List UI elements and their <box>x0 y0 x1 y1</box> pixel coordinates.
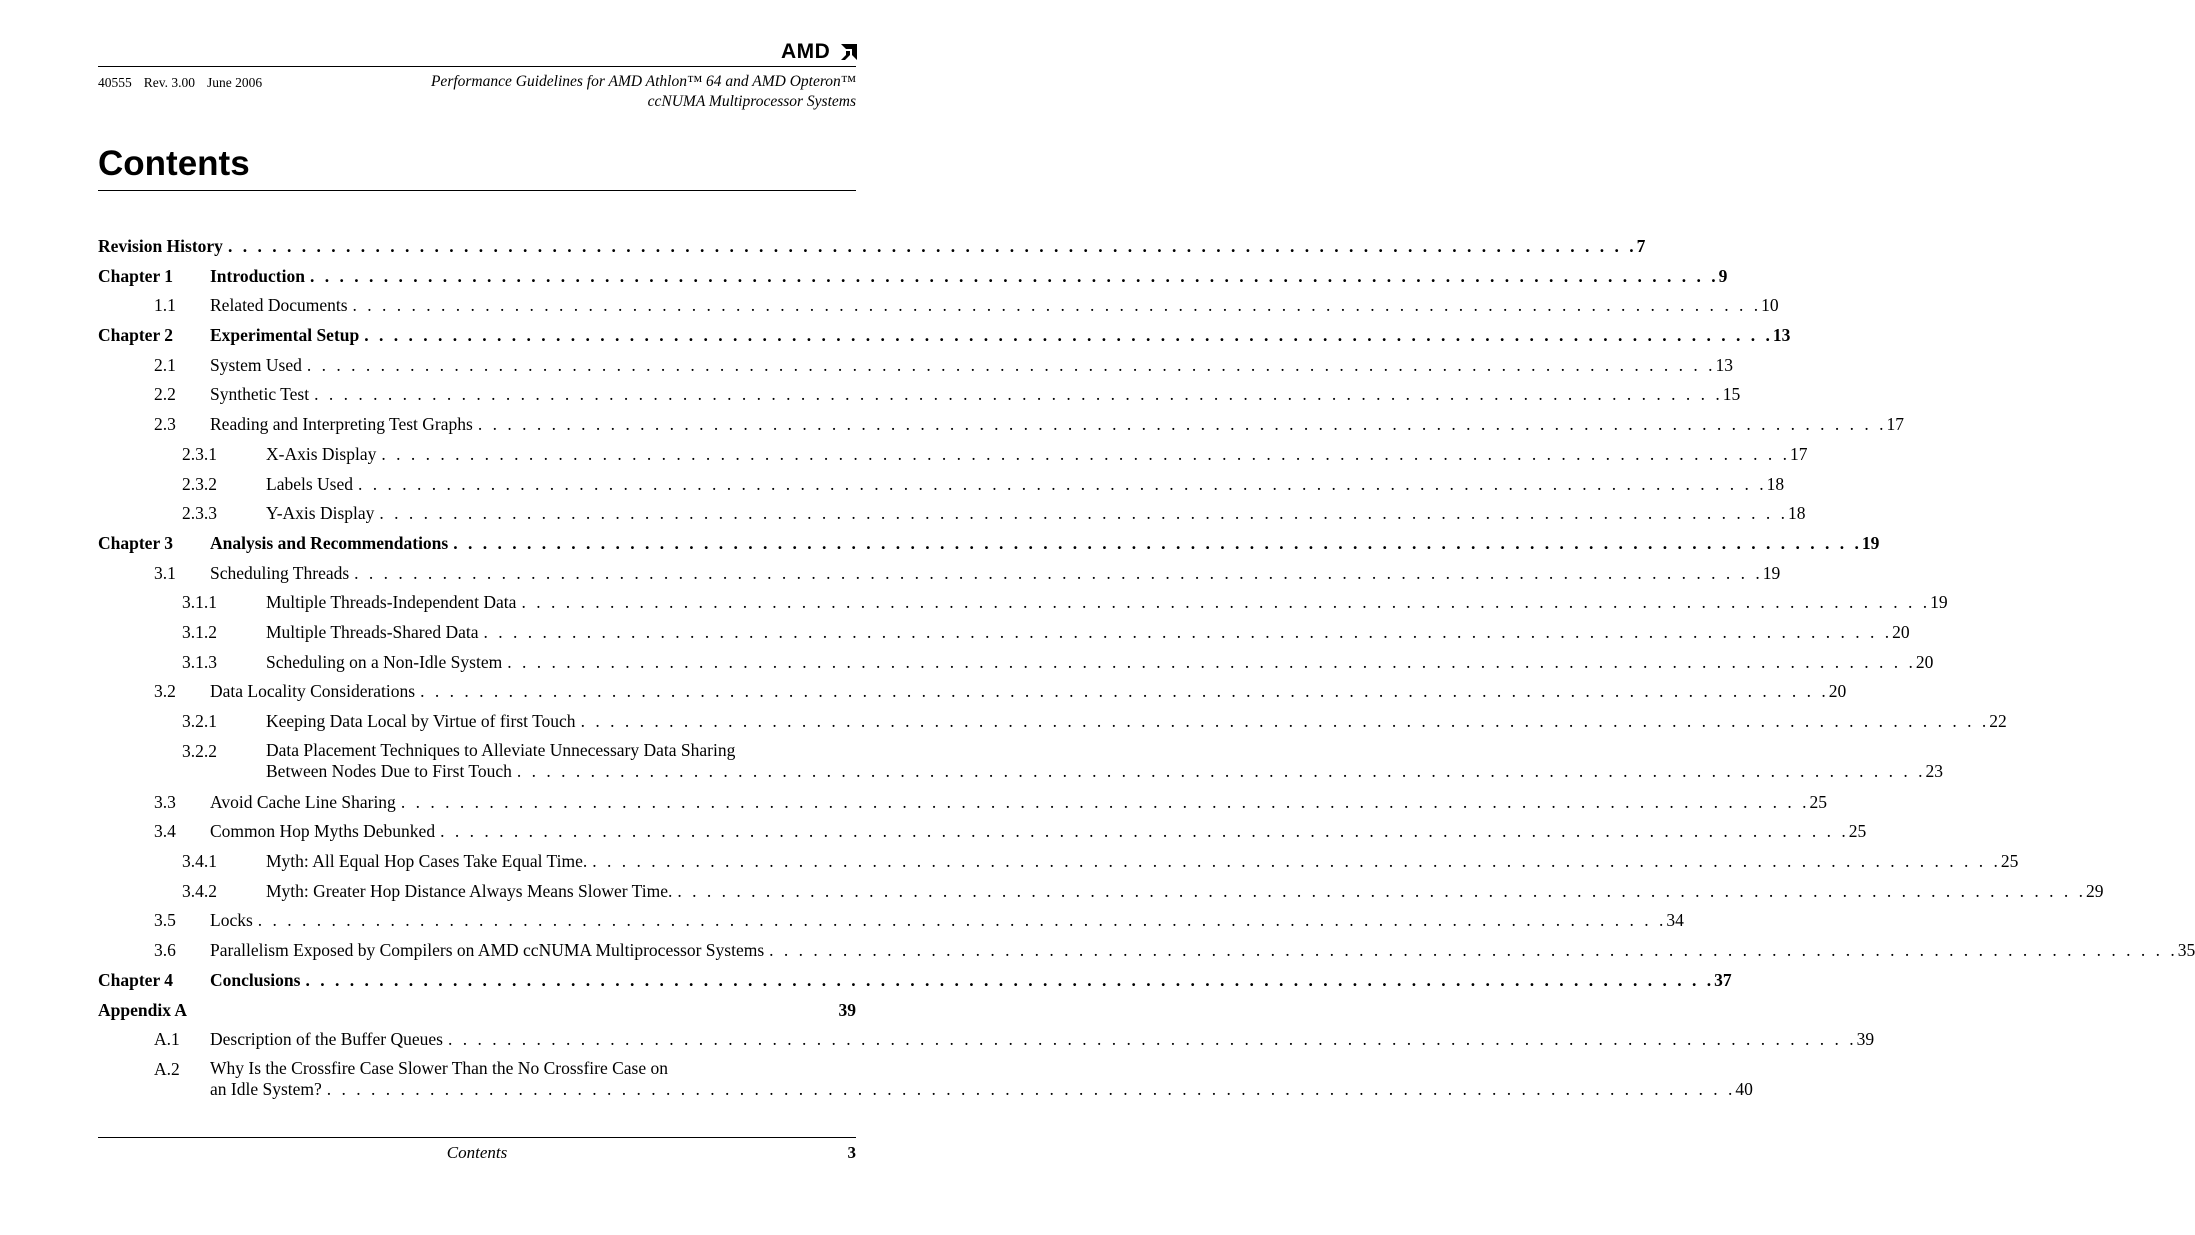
toc-page-number: 39 <box>1856 1029 1875 1050</box>
doc-date: June 2006 <box>207 75 263 90</box>
toc-entry-title: Revision History <box>98 236 223 256</box>
doc-identifier <box>98 74 274 92</box>
toc-entry-title-continued: Between Nodes Due to First Touch <box>266 760 512 781</box>
toc-entry-number: 3.1.2 <box>182 621 217 642</box>
toc-entry-title: Y-Axis Display <box>266 503 375 524</box>
toc-leader-dots: . . . . . . . . . . . . . . . . . . . . . . . . . . . . . . . . . . . . . . . . . . . . . . . . . . . . . . . . . . . . . . . . . . . . . . . . . . . . . . . . . . . . . . . . . . . . . . . . <box>354 562 1763 583</box>
toc-leader-dots: . . . . . . . . . . . . . . . . . . . . . . . . . . . . . . . . . . . . . . . . . . . . . . . . . . . . . . . . . . . . . . . . . . . . . . . . . . . . . . . . . . . . . . . . . . . . . . . . <box>309 265 1719 286</box>
toc-entry-title: Introduction <box>210 265 305 286</box>
toc-leader-dots: . . . . . . . . . . . . . . . . . . . . . . . . . . . . . . . . . . . . . . . . . . . . . . . . . . . . . . . . . . . . . . . . . . . . . . . . . . . . . . . . . . . . . . . . . . . . . . . . <box>400 791 1810 812</box>
toc-page-number: 40 <box>1735 1078 1753 1099</box>
toc-entry-number: A.2 <box>154 1058 180 1079</box>
doc-title-line2: ccNUMA Multiprocessor Systems <box>647 93 856 110</box>
toc-page-number: 25 <box>1848 821 1867 842</box>
toc-leader-dots: . . . . . . . . . . . . . . . . . . . . . . . . . . . . . . . . . . . . . . . . . . . . . . . . . . . . . . . . . . . . . . . . . . . . . . . . . . . . . . . . . . . . . . . . . . . . . . . . <box>516 760 1926 781</box>
toc-leader-dots: . . . . . . . . . . . . . . . . . . . . . . . . . . . . . . . . . . . . . . . . . . . . . . . . . . . . . . . . . . . . . . . . . . . . . . . . . . . . . . . . . . . . . . . . . . . . . . . . <box>257 910 1667 931</box>
toc-chapter-entry[interactable] <box>98 262 1728 292</box>
page-title: Contents <box>98 144 250 183</box>
table-of-contents <box>98 232 2195 1106</box>
header-rule <box>98 66 856 67</box>
toc-page-number: 25 <box>2000 851 2019 872</box>
toc-entry-title: Multiple Threads-Independent Data <box>266 592 517 613</box>
toc-section-entry[interactable] <box>98 470 1785 500</box>
toc-page-number: 18 <box>1788 503 1806 524</box>
toc-chapter-entry[interactable] <box>98 996 856 1026</box>
toc-entry-title: Synthetic Test <box>210 384 310 405</box>
toc-section-entry[interactable] <box>98 499 1806 529</box>
toc-section-entry[interactable] <box>98 936 2195 966</box>
toc-section-entry[interactable] <box>98 847 2019 877</box>
toc-entry-number: 3.2.2 <box>182 740 217 761</box>
toc-entry-title: Myth: Greater Hop Distance Always Means Slower Time. <box>266 880 673 901</box>
toc-entry-number: Chapter 3 <box>98 532 174 553</box>
toc-section-entry[interactable] <box>98 648 1934 678</box>
toc-entry-title: Multiple Threads-Shared Data <box>266 621 479 642</box>
toc-leader-dots: . . . . . . . . . . . . . . . . . . . . . . . . . . . . . . . . . . . . . . . . . . . . . . . . . . . . . . . . . . . . . . . . . . . . . . . . . . . . . . . . . . . . . . . . . . . . . . . . <box>592 851 2001 872</box>
toc-entry-title-continued: an Idle System? <box>210 1078 322 1099</box>
toc-page-number: 15 <box>1722 384 1741 405</box>
toc-entry-title: Keeping Data Local by Virtue of first Touch <box>266 711 576 731</box>
toc-page-number: 35 <box>2177 940 2195 961</box>
toc-chapter-entry[interactable] <box>98 232 1646 262</box>
toc-leader-dots: . . . . . . . . . . . . . . . . . . . . . . . . . . . . . . . . . . . . . . . . . . . . . . . . . . . . . . . . . . . . . . . . . . . . . . . . . . . . . . . . . . . . . . . . . . . . . . . . <box>453 532 1862 553</box>
toc-page-number: 20 <box>1892 621 1910 642</box>
doc-title-line1: Performance Guidelines for AMD Athlon™ 64 and AMD Opteron™ <box>430 73 856 90</box>
toc-entry-number: 2.3.3 <box>182 503 217 524</box>
toc-leader-dots: . . . . . . . . . . . . . . . . . . . . . . . . . . . . . . . . . . . . . . . . . . . . . . . . . . . . . . . . . . . . . . . . . . . . . . . . . . . . . . . . . . . . . . . . . . . . . . . . <box>677 880 2086 901</box>
toc-section-entry[interactable] <box>98 291 1779 321</box>
toc-entry-title: Common Hop Myths Debunked <box>210 821 436 842</box>
toc-entry-title: Data Locality Considerations <box>210 681 416 702</box>
toc-entry-title: Data Placement Techniques to Alleviate Unnecessary Data Sharing <box>266 739 736 760</box>
toc-leader-dots: . . . . . . . . . . . . . . . . . . . . . . . . . . . . . . . . . . . . . . . . . . . . . . . . . . . . . . . . . . . . . . . . . . . . . . . . . . . . . . . . . . . . . . . . . . . . . . . . <box>358 473 1767 494</box>
toc-leader-dots: . . . . . . . . . . . . . . . . . . . . . . . . . . . . . . . . . . . . . . . . . . . . . . . . . . . . . . . . . . . . . . . . . . . . . . . . . . . . . . . . . . . . . . . . . . . . . . . . <box>769 940 2178 961</box>
toc-entry-number: 3.4.2 <box>182 880 217 901</box>
doc-title <box>431 72 856 112</box>
toc-page-number: 7 <box>1636 236 1646 256</box>
toc-entry-title: Conclusions <box>210 969 301 990</box>
toc-page-number: 17 <box>1886 414 1904 435</box>
toc-section-entry[interactable] <box>98 677 1847 707</box>
toc-entry-number: 3.5 <box>154 910 176 931</box>
toc-entry-title: Myth: All Equal Hop Cases Take Equal Time. <box>266 851 588 872</box>
toc-entry-title: Labels Used <box>266 473 353 494</box>
toc-entry-title: Scheduling on a Non-Idle System <box>266 651 503 672</box>
toc-section-entry[interactable] <box>98 351 1733 381</box>
toc-entry-title: Experimental Setup <box>210 325 360 346</box>
toc-entry-number: 3.6 <box>154 940 176 961</box>
footer-section: Contents <box>446 1143 508 1162</box>
toc-page-number: 37 <box>1714 969 1732 990</box>
toc-leader-dots: . . . . . . . . . . . . . . . . . . . . . . . . . . . . . . . . . . . . . . . . . . . . . . . . . . . . . . . . . . . . . . . . . . . . . . . . . . . . . . . . . . . . . . . . . . . . . . . . <box>364 325 1773 346</box>
toc-section-entry[interactable] <box>98 618 1910 648</box>
toc-page-number: 29 <box>2085 880 2104 901</box>
toc-section-entry[interactable] <box>98 906 1684 936</box>
toc-entry-number: 2.1 <box>154 354 176 375</box>
toc-page-number: 19 <box>1762 562 1781 583</box>
toc-entry-number: 3.2.1 <box>182 711 217 731</box>
toc-page-number: 25 <box>1809 791 1827 812</box>
toc-section-entry[interactable] <box>98 588 1948 618</box>
toc-leader-dots: . . . . . . . . . . . . . . . . . . . . . . . . . . . . . . . . . . . . . . . . . . . . . . . . . . . . . . . . . . . . . . . . . . . . . . . . . . . . . . . . . . . . . . . . . . . . . . . . <box>447 1029 1857 1050</box>
toc-leader-dots: . . . . . . . . . . . . . . . . . . . . . . . . . . . . . . . . . . . . . . . . . . . . . . . . . . . . . . . . . . . . . . . . . . . . . . . . . . . . . . . . . . . . . . . . . . . . . . . . <box>352 295 1762 316</box>
toc-page-number: 10 <box>1761 295 1779 316</box>
toc-entry-title: Appendix A <box>98 999 187 1020</box>
toc-leader-dots: . . . . . . . . . . . . . . . . . . . . . . . . . . . . . . . . . . . . . . . . . . . . . . . . . . . . . . . . . . . . . . . . . . . . . . . . . . . . . . . . . . . . . . . . . . . . . . . . <box>483 621 1893 642</box>
toc-entry-number: A.1 <box>154 1029 180 1050</box>
toc-section-entry[interactable] <box>98 380 1741 410</box>
toc-section-entry[interactable] <box>98 440 1808 470</box>
toc-entry-number: 3.3 <box>154 791 176 812</box>
toc-entry-number: 3.4 <box>154 821 176 842</box>
toc-entry-number: Chapter 2 <box>98 325 174 346</box>
toc-entry-number: 3.4.1 <box>182 851 217 872</box>
toc-leader-dots: . . . . . . . . . . . . . . . . . . . . . . . . . . . . . . . . . . . . . . . . . . . . . . . . . . . . . . . . . . . . . . . . . . . . . . . . . . . . . . . . . . . . . . . . . . . . . . . . <box>306 354 1716 375</box>
amd-logo <box>781 42 857 64</box>
title-rule <box>98 190 856 191</box>
toc-page-number: 13 <box>1715 354 1733 375</box>
toc-entry-number: 2.3 <box>154 414 176 435</box>
toc-section-entry[interactable] <box>98 1055 1753 1106</box>
toc-entry-number: 1.1 <box>154 295 176 316</box>
toc-entry-title: Analysis and Recommendations <box>210 532 449 553</box>
toc-entry-title: Locks <box>210 910 253 931</box>
toc-entry-number: 3.1.3 <box>182 651 217 672</box>
toc-leader-dots: . . . . . . . . . . . . . . . . . . . . . . . . . . . . . . . . . . . . . . . . . . . . . . . . . . . . . . . . . . . . . . . . . . . . . . . . . . . . . . . . . . . . . . . . . . . . . . . . <box>521 592 1931 613</box>
footer-rule <box>98 1137 856 1138</box>
toc-leader-dots: . . . . . . . . . . . . . . . . . . . . . . . . . . . . . . . . . . . . . . . . . . . . . . . . . . . . . . . . . . . . . . . . . . . . . . . . . . . . . . . . . . . . . . . . . . . . . . . . <box>477 414 1887 435</box>
toc-entry-title: X-Axis Display <box>266 443 377 464</box>
amd-arrow-icon <box>839 44 857 62</box>
toc-entry-number: 2.3.1 <box>182 443 217 464</box>
toc-entry-number: 3.1.1 <box>182 592 217 613</box>
toc-leader-dots: . . . . . . . . . . . . . . . . . . . . . . . . . . . . . . . . . . . . . . . . . . . . . . . . . . . . . . . . . . . . . . . . . . . . . . . . . . . . . . . . . . . . . . . . . . . . . . . . <box>420 681 1829 702</box>
toc-page-number: 18 <box>1766 473 1785 494</box>
toc-entry-number: 3.1 <box>154 562 176 583</box>
toc-leader-dots: . . . . . . . . . . . . . . . . . . . . . . . . . . . . . . . . . . . . . . . . . . . . . . . . . . . . . . . . . . . . . . . . . . . . . . . . . . . . . . . . . . . . . . . . . . . . . . . . <box>507 651 1916 672</box>
toc-entry-title: Parallelism Exposed by Compilers on AMD ccNUMA Multiprocessor Systems <box>210 940 765 961</box>
toc-entry-title: Description of the Buffer Queues <box>210 1029 443 1050</box>
toc-entry-number: Chapter 1 <box>98 265 174 286</box>
toc-leader-dots: . . . . . . . . . . . . . . . . . . . . . . . . . . . . . . . . . . . . . . . . . . . . . . . . . . . . . . . . . . . . . . . . . . . . . . . . . . . . . . . . . . . . . . . . . . . . . . . . <box>580 711 1990 731</box>
toc-page-number: 19 <box>1930 592 1948 613</box>
toc-leader-dots: . . . . . . . . . . . . . . . . . . . . . . . . . . . . . . . . . . . . . . . . . . . . . . . . . . . . . . . . . . . . . . . . . . . . . . . . . . . . . . . . . . . . . . . . . . . . . . . . <box>326 1078 1736 1099</box>
toc-section-entry[interactable] <box>98 817 1867 847</box>
toc-entry-title: Scheduling Threads <box>210 562 350 583</box>
toc-entry-title: System Used <box>210 354 302 375</box>
toc-section-entry[interactable] <box>98 737 1943 788</box>
toc-page-number: 22 <box>1989 711 2007 731</box>
toc-page-number: 20 <box>1915 651 1934 672</box>
toc-page-number: 34 <box>1666 910 1684 931</box>
toc-page-number: 20 <box>1828 681 1847 702</box>
toc-leader-dots: . . . . . . . . . . . . . . . . . . . . . . . . . . . . . . . . . . . . . . . . . . . . . . . . . . . . . . . . . . . . . . . . . . . . . . . . . . . . . . . . . . . . . . . . . . . . . . . . <box>314 384 1723 405</box>
toc-section-entry[interactable] <box>98 707 2007 737</box>
toc-page-number: 23 <box>1925 760 1943 781</box>
amd-logo-text: AMD <box>781 40 831 63</box>
toc-entry-title: Reading and Interpreting Test Graphs <box>210 414 473 435</box>
toc-entry-number: 2.3.2 <box>182 473 217 494</box>
toc-chapter-entry[interactable] <box>98 966 1732 996</box>
toc-leader-dots: . . . . . . . . . . . . . . . . . . . . . . . . . . . . . . . . . . . . . . . . . . . . . . . . . . . . . . . . . . . . . . . . . . . . . . . . . . . . . . . . . . . . . . . . . . . . . . . . <box>440 821 1849 842</box>
toc-entry-title: Related Documents <box>210 295 348 316</box>
toc-leader-dots: . . . . . . . . . . . . . . . . . . . . . . . . . . . . . . . . . . . . . . . . . . . . . . . . . . . . . . . . . . . . . . . . . . . . . . . . . . . . . . . . . . . . . . . . . . . . . . . . <box>305 969 1715 990</box>
toc-page-number: 19 <box>1861 532 1880 553</box>
toc-entry-number: 2.2 <box>154 384 176 405</box>
doc-number: 40555 <box>98 75 132 90</box>
toc-entry-title: Avoid Cache Line Sharing <box>210 791 396 812</box>
toc-leader-dots: . . . . . . . . . . . . . . . . . . . . . . . . . . . . . . . . . . . . . . . . . . . . . . . . . . . . . . . . . . . . . . . . . . . . . . . . . . . . . . . . . . . . . . . . . . . . . . . . <box>379 503 1789 524</box>
toc-page-number: 9 <box>1718 265 1728 286</box>
toc-entry-title: Why Is the Crossfire Case Slower Than the No Crossfire Case on <box>210 1057 668 1078</box>
toc-section-entry[interactable] <box>98 410 1904 440</box>
toc-section-entry[interactable] <box>98 877 2104 907</box>
toc-page-number: 17 <box>1789 443 1808 464</box>
toc-leader-dots: . . . . . . . . . . . . . . . . . . . . . . . . . . . . . . . . . . . . . . . . . . . . . . . . . . . . . . . . . . . . . . . . . . . . . . . . . . . . . . . . . . . . . . . . . . . . . . . . <box>381 443 1790 464</box>
toc-leader-dots: . . . . . . . . . . . . . . . . . . . . . . . . . . . . . . . . . . . . . . . . . . . . . . . . . . . . . . . . . . . . . . . . . . . . . . . . . . . . . . . . . . . . . . . . . . . . . . . . <box>227 236 1637 256</box>
doc-revision: Rev. 3.00 <box>143 75 195 90</box>
toc-page-number: 13 <box>1772 325 1791 346</box>
footer-page-number: 3 <box>847 1143 856 1162</box>
toc-chapter-entry[interactable] <box>98 321 1791 351</box>
toc-section-entry[interactable] <box>98 788 1827 818</box>
toc-entry-number: 3.2 <box>154 681 176 702</box>
toc-section-entry[interactable] <box>98 1025 1875 1055</box>
toc-section-entry[interactable] <box>98 559 1781 589</box>
toc-entry-number: Chapter 4 <box>98 969 174 990</box>
toc-chapter-entry[interactable] <box>98 529 1880 559</box>
toc-page-number: 39 <box>838 999 856 1020</box>
